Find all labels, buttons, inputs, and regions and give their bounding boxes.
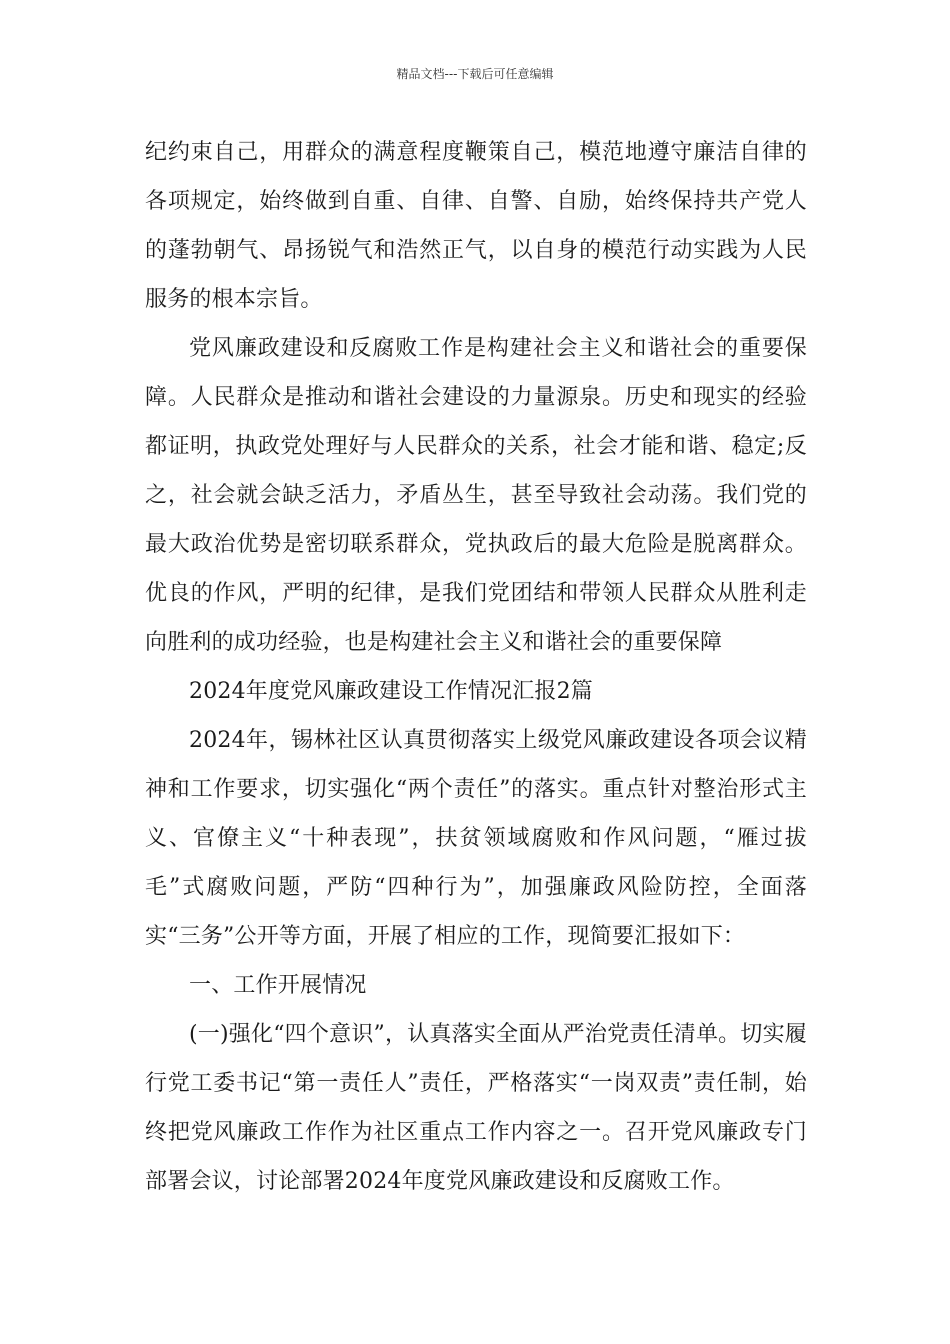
paragraph-2: 党风廉政建设和反腐败工作是构建社会主义和谐社会的重要保障。人民群众是推动和谐社会建设的力量源泉。历史和现实的经验都证明，执政党处理好与人民群众的关系，社会才能和谐、稳定;反之，社会就会缺乏活力，矛盾丛生，甚至导致社会动荡。我们党的最大政治优势是密切联系群众，党执政后的最大危险是脱离群众。优良的作风，严明的纪律，是我们党团结和带领人民群众从胜利走向胜利的成功经验，也是构建社会主义和谐社会的重要保障 xyxy=(145,336,807,655)
document-body xyxy=(145,128,807,1206)
paragraph-1: 纪约束自己，用群众的满意程度鞭策自己，模范地遵守廉洁自律的各项规定，始终做到自重、自律、自警、自励，始终保持共产党人的蓬勃朝气、昂扬锐气和浩然正气，以自身的模范行动实践为人民服务的根本宗旨。 xyxy=(145,140,807,312)
section-title: 2024年度党风廉政建设工作情况汇报2篇 xyxy=(189,679,593,704)
page-header: 精品文档---下载后可任意编辑 xyxy=(396,67,554,81)
paragraph-3: 2024年，锡林社区认真贯彻落实上级党风廉政建设各项会议精神和工作要求，切实强化“两个责任”的落实。重点针对整治形式主义、官僚主义“十种表现”，扶贫领域腐败和作风问题，“雁过拔毛”式腐败问题，严防“四种行为”，加强廉政风险防控，全面落实“三务”公开等方面，开展了相应的工作，现简要汇报如下： xyxy=(145,728,807,949)
paragraph-4: (一)强化“四个意识”，认真落实全面从严治党责任清单。切实履行党工委书记“第一责任人”责任，严格落实“一岗双责”责任制，始终把党风廉政工作作为社区重点工作内容之一。召开党风廉政专门部署会议，讨论部署2024年度党风廉政建设和反腐败工作。 xyxy=(145,1022,807,1194)
section-heading-1: 一、工作开展情况 xyxy=(189,973,367,998)
